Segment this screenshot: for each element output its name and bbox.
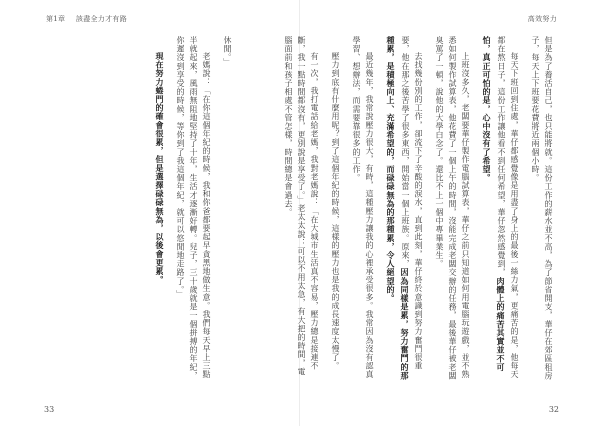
paragraph: 老媽說：「在你這個年紀的時候，我和你爸都要起早貪黑地做生意。我們每天早上三點半就起來，風雨無阻地堅持了十年，生活才逐漸好轉。兒子，三十歲就是一個拼搏的年紀，你遲沒到享受的時候，等你到了我這個年紀，就可以悠閒地走路了。」 — [176, 36, 211, 380]
bold-closing-paragraph: 現在努力蜷門的確會很累，但是選擇碌碌無為，以後會更累。 — [155, 52, 165, 285]
right-page-body — [284, 36, 555, 382]
paragraph — [384, 36, 425, 382]
paragraph: 但是為了養活自己，也只能將就。這份工作的薪水並不高，為了節省開支，華仔在郊區租房子，每天上下班要花費將近兩個小時。 — [531, 36, 553, 380]
chapter-title: 該盡全力才有路 — [75, 15, 127, 23]
right-page — [284, 0, 599, 426]
left-page — [0, 0, 298, 426]
paragraph: 壓力到底有什麼用呢？到了這個年紀的時候，這樣的壓力也是我的成長速度太慢了。 — [331, 52, 340, 371]
page-number-right: 32 — [548, 405, 559, 414]
chapter-number: 第1章 — [46, 15, 66, 23]
paragraph: 休閒。」 — [223, 36, 232, 67]
paragraph: 有一次，我打電話給老媽，我對老媽說：「在大城市生活真不容易，壓力總是接連不斷，我一點時間都沒有，更別說是享受了。」老太太說：可以不用太急，有大把的時間，電腦面前和孩子相處不管怎樣，時間總是會過去。 — [284, 36, 319, 376]
paragraph — [480, 36, 521, 382]
paragraph: 上班沒多久，老闆要華仔製作電腦試算表，華仔之前只知道如何用電腦玩遊戲，並不熟悉如何製作試算表，他花費了一個上午的時間，沒能完成老闆交辦的任務，最後華仔被老闆臭罵了一頓，說他的大學白念了。還比不上一個中專畢業生。 — [435, 36, 470, 380]
page-number-left: 33 — [44, 405, 55, 414]
bold-emphasis: 因為同樣是累，努力奮鬥的那種累，是積極向上、充滿希望的，而碌碌無為的那種累，令人絕望的。 — [386, 36, 410, 381]
paragraph: 最近幾年，我常說壓力很大，有時，這種壓力讓我的心裡承受很多。我常因為沒有認真學習、想辦法，而需要靠很多的工作。 — [352, 36, 374, 379]
paragraph-text: 每天下班回到住處，華仔都感覺像是用盡了身上的最後一絲力氣，更痛苦的是，他每天都在熬日子，這份工作讓他看不到任何希望，華仔忽然感覺到， — [497, 36, 519, 379]
running-header-left — [46, 14, 127, 24]
bold-emphasis: 肉體上的痛苦其實並不可怕，真正可怕的是，心中沒有了希望。 — [482, 36, 506, 372]
paragraph-text: 去找幾份別的工作，卻流下了辛酸的淚水，直到此刻，華仔終於意識到努力奮鬥很重要，他在那之後苦學了很多東西，開始當一個上班族。原來， — [401, 36, 423, 371]
left-page-body — [140, 36, 234, 382]
running-header-right: 高效努力 — [527, 15, 557, 23]
